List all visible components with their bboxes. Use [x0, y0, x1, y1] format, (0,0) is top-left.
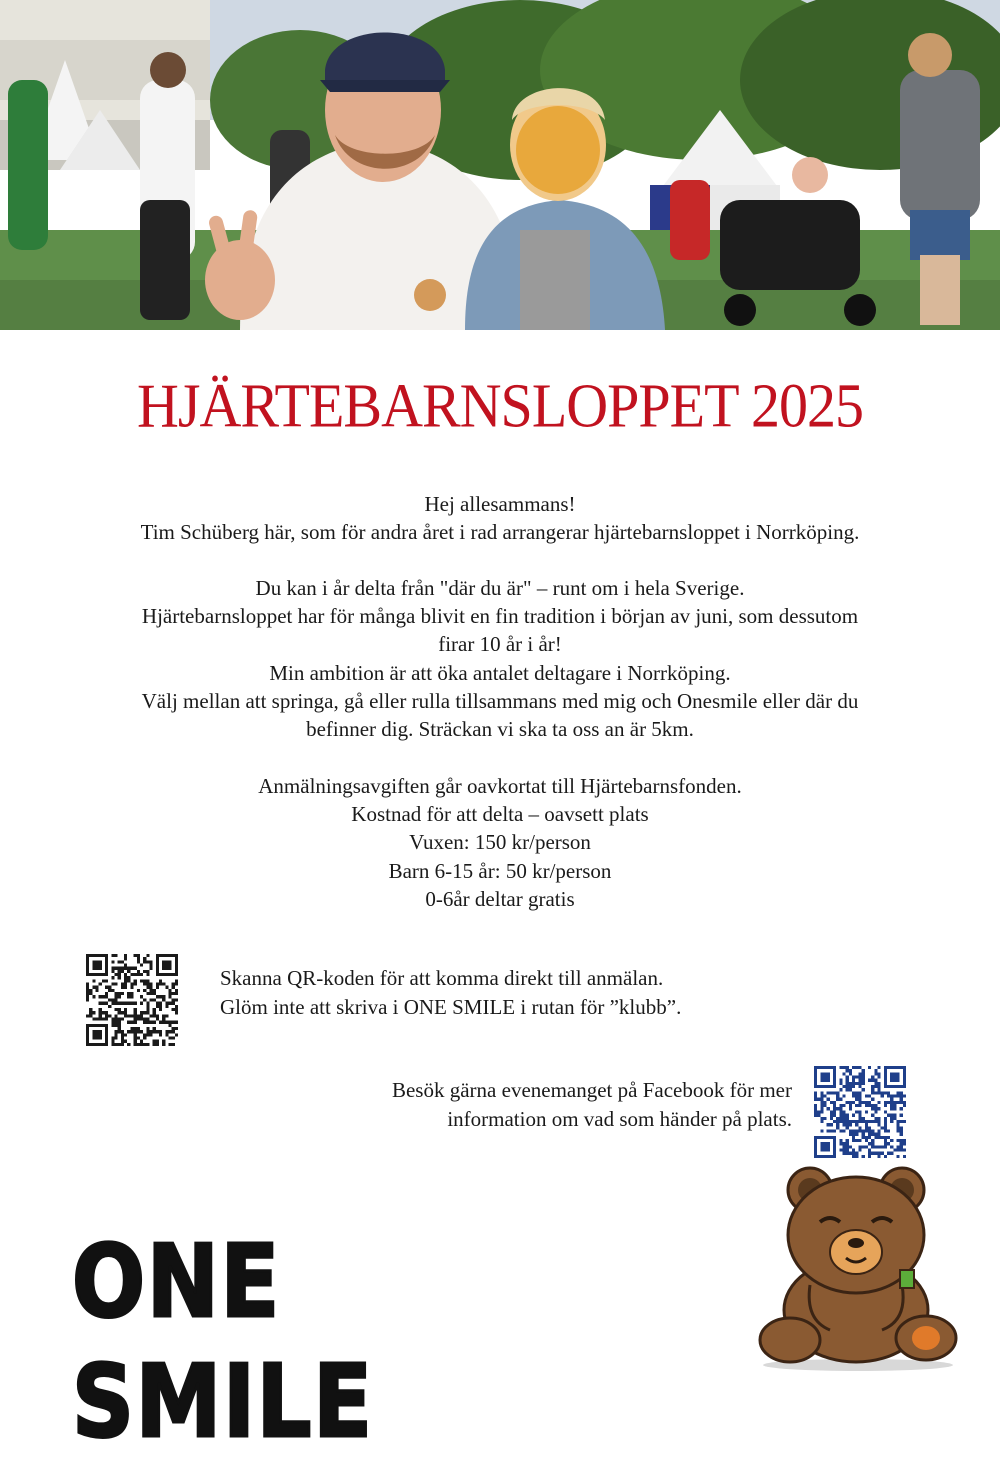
scan-line: Skanna QR-koden för att komma direkt till anmälan.: [220, 966, 664, 990]
greeting: Hej allesammans!: [424, 492, 576, 516]
info-section: [80, 574, 920, 743]
fees-section: [80, 772, 920, 913]
facebook-line: Besök gärna evenemanget på Facebook för mer: [391, 1078, 792, 1102]
registration-qr-code[interactable]: [86, 954, 178, 1046]
facebook-line: information om vad som händer på plats.: [447, 1107, 792, 1131]
fee-adult: Vuxen: 150 kr/person: [409, 830, 591, 855]
fee-free: 0-6år deltar gratis: [425, 886, 575, 911]
club-line: Glöm inte att skriva i ONE SMILE i rutan för ”klubb”.: [220, 995, 682, 1019]
event-photo: [0, 0, 1000, 330]
page-title: HJÄRTEBARNSLOPPET 2025: [137, 370, 863, 441]
one-smile-logo: ONE SMILE: [72, 1223, 374, 1460]
intro-text: Tim Schüberg här, som för andra året i rad arrangerar hjärtebarnsloppet i Norrköping.: [140, 520, 860, 545]
info-line: Min ambition är att öka antalet deltagare i Norrköping.: [269, 660, 731, 685]
info-line: Du kan i år delta från "där du är" – runt om i hela Sverige.: [255, 576, 745, 600]
info-line: Hjärtebarnsloppet har för många blivit en fin tradition i början av juni, som dessutom: [141, 604, 859, 629]
facebook-qr-code[interactable]: [814, 1066, 906, 1158]
fees-intro: Anmälningsavgiften går oavkortat till Hjärtebarnsfonden.: [258, 774, 742, 798]
info-line: firar 10 år i år!: [438, 632, 562, 657]
facebook-instructions: [300, 1076, 792, 1134]
registration-instructions: [220, 964, 820, 1022]
intro-section: [80, 490, 920, 546]
info-line: Välj mellan att springa, gå eller rulla tillsammans med mig och Onesmile eller där du: [141, 688, 859, 713]
fee-child: Barn 6-15 år: 50 kr/person: [388, 858, 612, 883]
fees-cost: Kostnad för att delta – oavsett plats: [351, 802, 649, 827]
info-line: befinner dig. Sträckan vi ska ta oss an är 5km.: [306, 717, 694, 742]
teddy-bear-mascot: [750, 1160, 965, 1371]
